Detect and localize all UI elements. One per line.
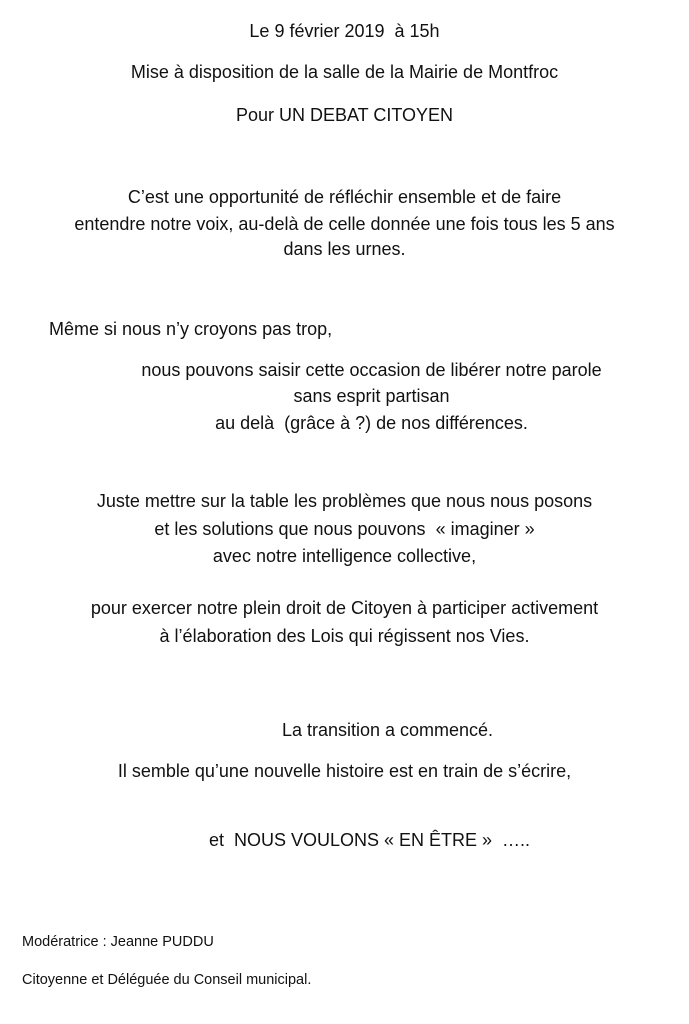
moderator-line: Modératrice : Jeanne PUDDU bbox=[22, 934, 214, 950]
seize-line: au delà (grâce à ?) de nos différences. bbox=[215, 413, 528, 433]
event-venue: Mise à disposition de la salle de la Mairie de Montfroc bbox=[130, 62, 559, 82]
new-story-line: Il semble qu’une nouvelle histoire est en train de s’écrire, bbox=[117, 761, 572, 781]
table-line: Juste mettre sur la table les problèmes que nous nous posons bbox=[96, 491, 593, 511]
rights-line: pour exercer notre plein droit de Citoyen à participer activement bbox=[90, 598, 599, 618]
seize-line: sans esprit partisan bbox=[293, 386, 450, 406]
intro-line: entendre notre voix, au-delà de celle donnée une fois tous les 5 ans bbox=[74, 214, 615, 234]
moderator-role-line: Citoyenne et Déléguée du Conseil municipal. bbox=[22, 972, 312, 988]
we-want-line: et NOUS VOULONS « EN ÊTRE » ….. bbox=[208, 830, 531, 850]
table-line: avec notre intelligence collective, bbox=[212, 546, 477, 566]
table-line: et les solutions que nous pouvons « imaginer » bbox=[154, 519, 535, 539]
event-purpose: Pour UN DEBAT CITOYEN bbox=[235, 105, 454, 125]
transition-line: La transition a commencé. bbox=[281, 720, 494, 740]
intro-line: dans les urnes. bbox=[283, 239, 406, 259]
rights-line: à l’élaboration des Lois qui régissent nos Vies. bbox=[159, 626, 530, 646]
event-date: Le 9 février 2019 à 15h bbox=[249, 21, 440, 41]
seize-line: nous pouvons saisir cette occasion de libérer notre parole bbox=[141, 360, 602, 380]
even-if-line: Même si nous n’y croyons pas trop, bbox=[49, 319, 333, 339]
intro-line: C’est une opportunité de réfléchir ensemble et de faire bbox=[127, 187, 562, 207]
